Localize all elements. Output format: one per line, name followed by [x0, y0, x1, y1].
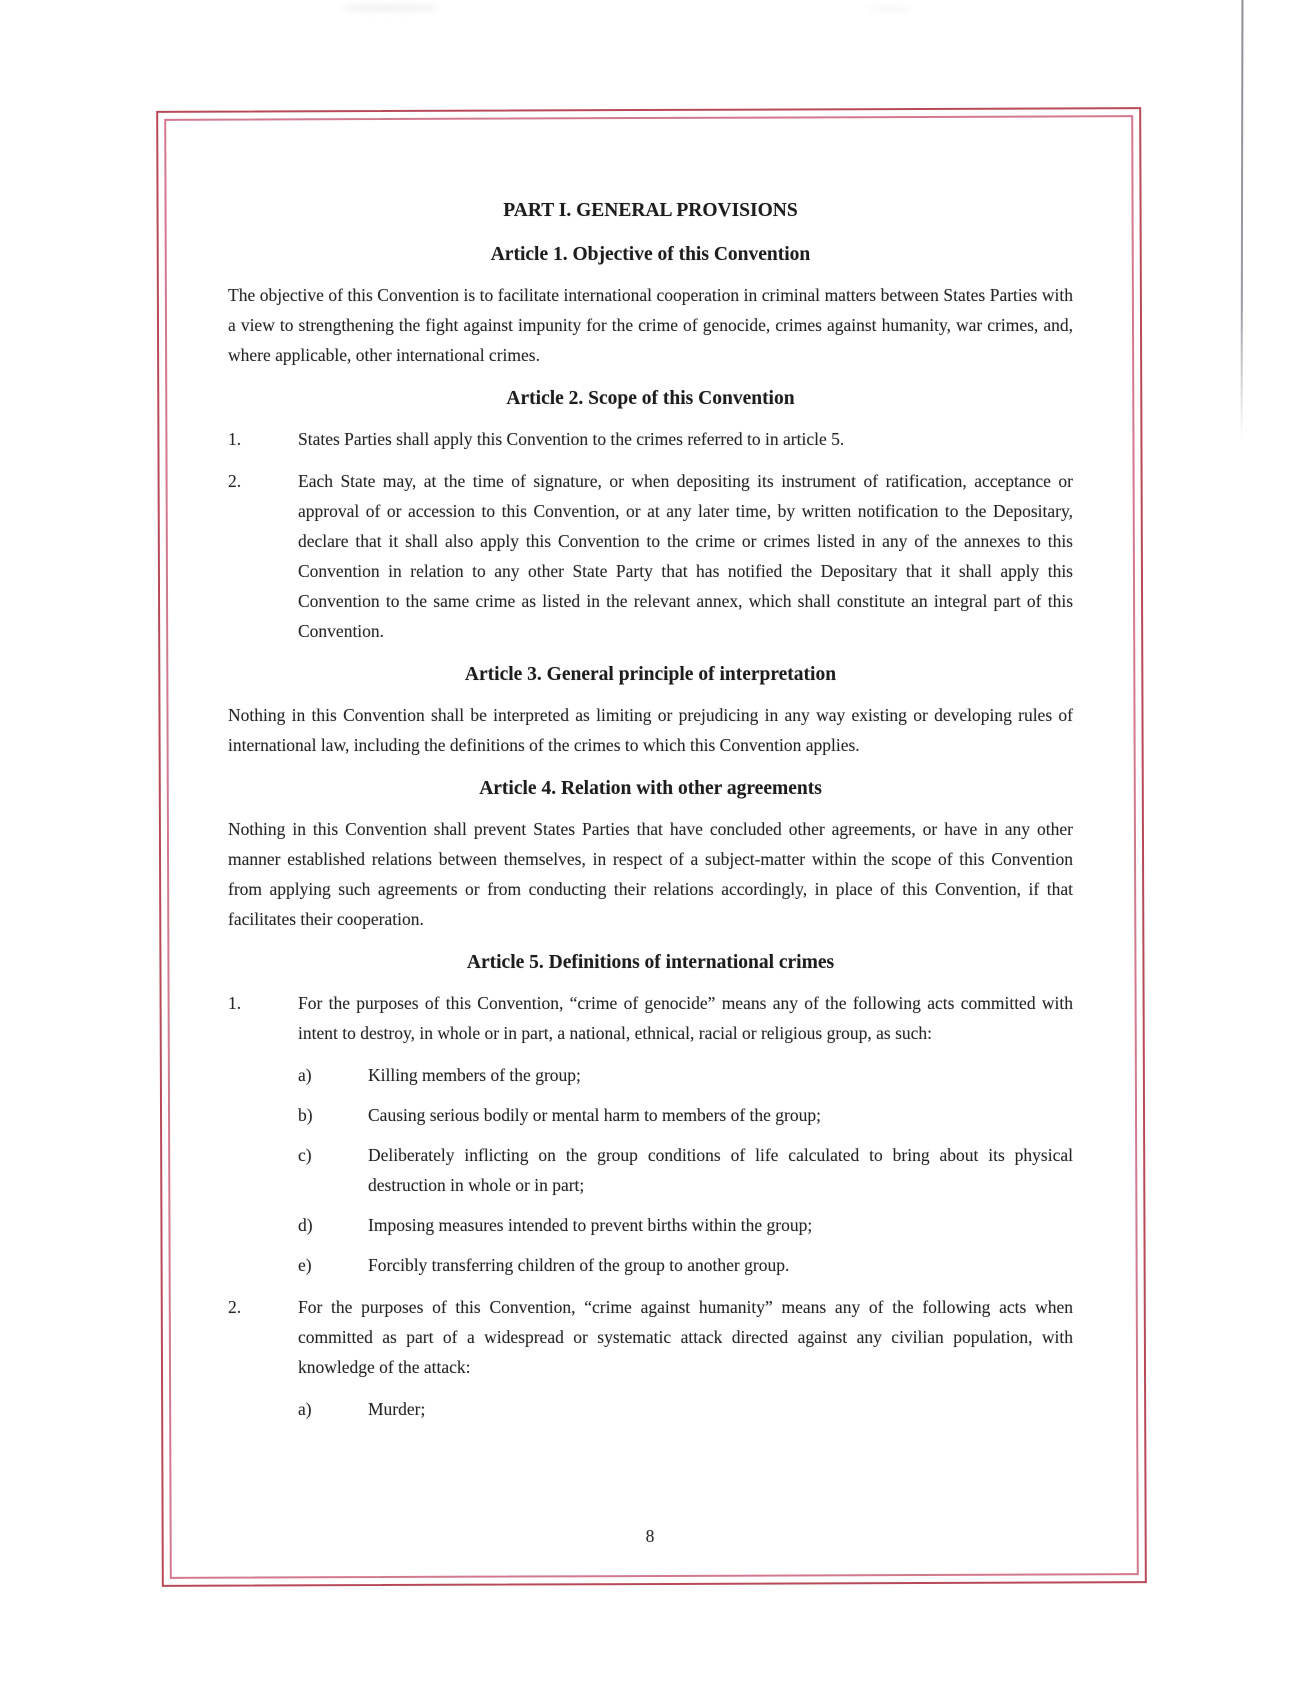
subitem-a	[298, 1394, 1073, 1424]
article-1-paragraph: The objective of this Convention is to facilitate international cooperation in criminal matters between States Parties with a view to strengthening the fight against impunity for the crime of genocide, crimes against humanity, war crimes, and, where applicable, other international crimes.	[228, 285, 1073, 365]
subitem-letter: c)	[298, 1145, 312, 1165]
article-2-title: Article 2. Scope of this Convention	[506, 388, 795, 409]
article-3-paragraph: Nothing in this Convention shall be interpreted as limiting or prejudicing in any way existing or developing rules of international law, including the definitions of the crimes to which this Convention applies.	[228, 705, 1073, 755]
subitem-d	[298, 1210, 1073, 1240]
scan-edge-line	[1241, 0, 1244, 438]
subitem-c	[298, 1140, 1073, 1200]
subitem-text: Killing members of the group;	[368, 1065, 581, 1085]
part-heading: PART I. GENERAL PROVISIONS	[503, 200, 798, 221]
article-5-item-2	[228, 1292, 1073, 1424]
subitem-text: Deliberately inflicting on the group conditions of life calculated to bring about its physical destruction in whole or in part;	[368, 1145, 1073, 1195]
subitem-letter: e)	[298, 1255, 312, 1275]
subitem-text: Causing serious bodily or mental harm to members of the group;	[368, 1105, 821, 1125]
subitem-letter: b)	[298, 1105, 313, 1125]
item-text: For the purposes of this Convention, “crime against humanity” means any of the following acts when committed as part of a widespread or systematic attack directed against any civilian population, with knowledge of the attack:	[298, 1297, 1073, 1377]
subitem-letter: a)	[298, 1399, 312, 1419]
article-5-item-2-subitems	[298, 1394, 1073, 1424]
article-5-title: Article 5. Definitions of international crimes	[466, 952, 835, 973]
item-number: 1.	[228, 429, 242, 449]
scan-smudge	[868, 6, 912, 12]
scan-smudge	[340, 4, 440, 12]
article-1-title: Article 1. Objective of this Convention	[490, 244, 811, 265]
page-number: 8	[645, 1526, 655, 1546]
item-number: 2.	[228, 1297, 242, 1317]
article-3-title: Article 3. General principle of interpretation	[464, 664, 837, 685]
article-4-paragraph: Nothing in this Convention shall prevent States Parties that have concluded other agreements, or have in any other manner established relations between themselves, in respect of a subject-matter within the scope of this Convention from applying such agreements or from conducting their relations accordingly, in place of this Convention, if that facilitates their cooperation.	[228, 819, 1073, 929]
article-2-item-1	[228, 424, 1073, 454]
subitem-a	[298, 1060, 1073, 1090]
subitem-text: Imposing measures intended to prevent births within the group;	[368, 1215, 813, 1235]
article-5-item-1-subitems	[298, 1060, 1073, 1280]
item-text: States Parties shall apply this Convention to the crimes referred to in article 5.	[298, 429, 845, 449]
subitem-e	[298, 1250, 1073, 1280]
item-text: For the purposes of this Convention, “crime of genocide” means any of the following acts committed with intent to destroy, in whole or in part, a national, ethnical, racial or religious group, as such:	[298, 993, 1073, 1043]
subitem-text: Forcibly transferring children of the group to another group.	[368, 1255, 790, 1275]
item-number: 2.	[228, 471, 242, 491]
subitem-b	[298, 1100, 1073, 1130]
article-5-item-1	[228, 988, 1073, 1280]
article-2-item-2	[228, 466, 1073, 646]
item-number: 1.	[228, 993, 242, 1013]
document-body	[228, 196, 1073, 1436]
subitem-letter: a)	[298, 1065, 312, 1085]
article-4-title: Article 4. Relation with other agreements	[479, 778, 822, 799]
subitem-text: Murder;	[368, 1399, 426, 1419]
item-text: Each State may, at the time of signature, or when depositing its instrument of ratification, acceptance or approval of or accession to this Convention, or at any later time, by written notification to the Depositary, declare that it shall also apply this Convention to the crime or crimes listed in any of the annexes to this Convention in relation to any other State Party that has notified the Depositary that it shall apply this Convention to the same crime as listed in the relevant annex, which shall constitute an integral part of this Convention.	[298, 471, 1073, 641]
subitem-letter: d)	[298, 1215, 313, 1235]
